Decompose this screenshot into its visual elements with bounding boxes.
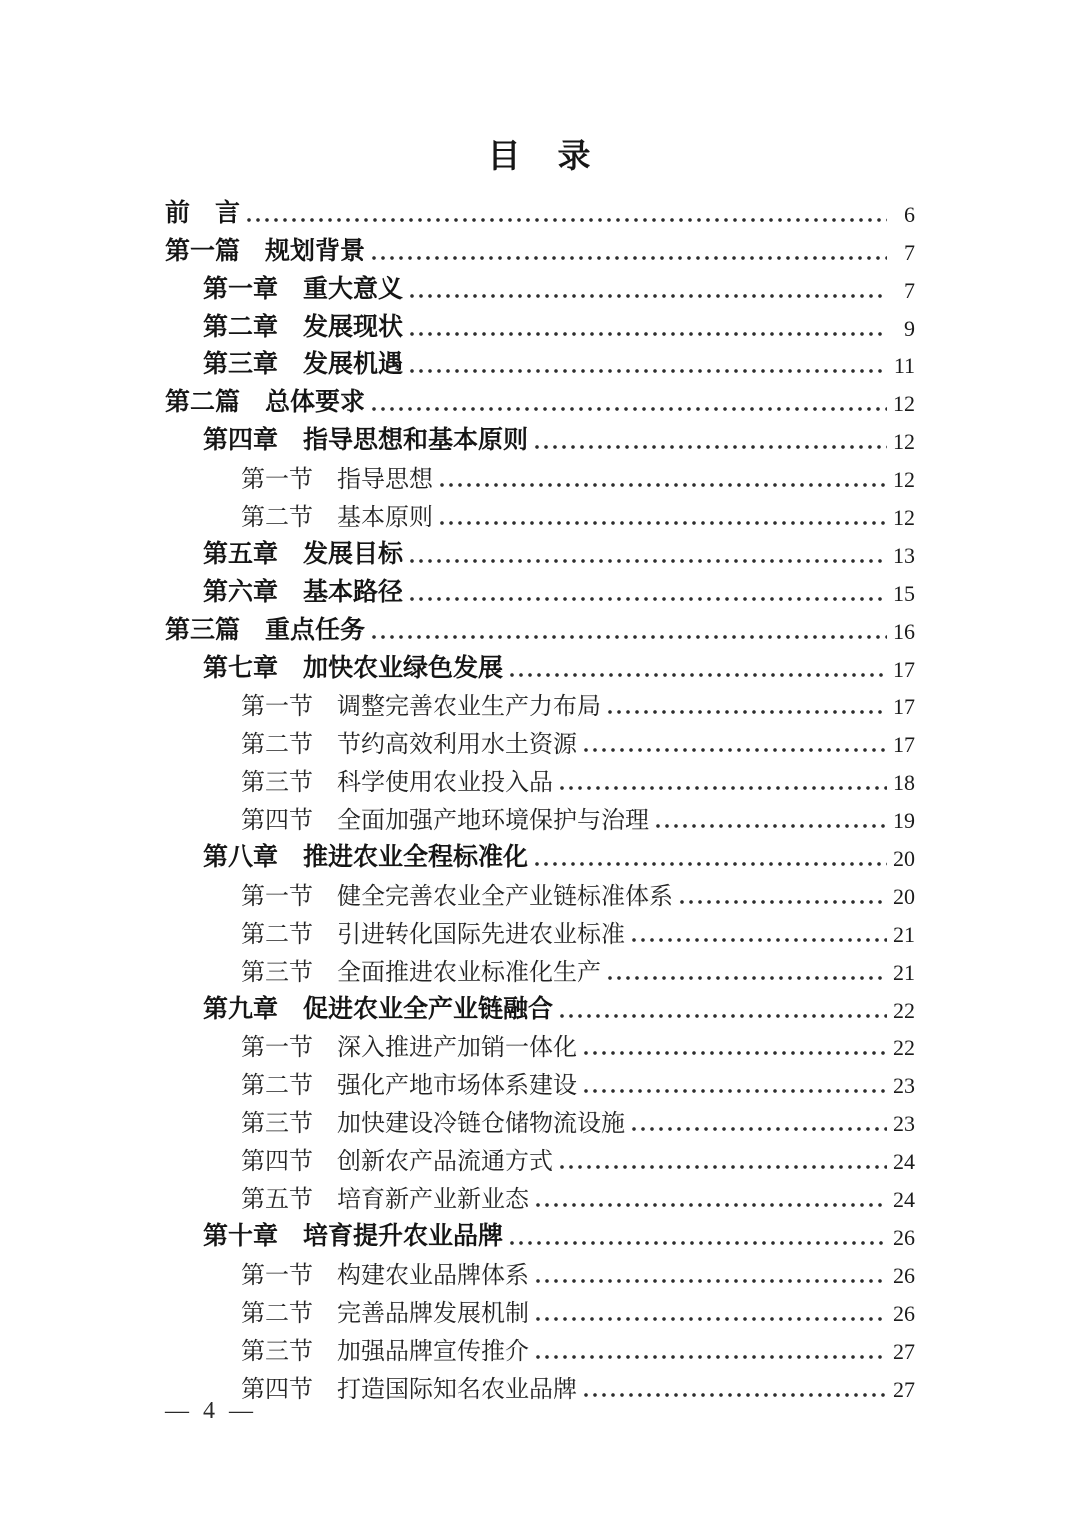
toc-entry — [241, 949, 915, 987]
toc-entry — [165, 608, 915, 646]
dot-leader — [560, 1164, 887, 1170]
toc-entry-page: 12 — [893, 467, 915, 493]
toc-entry-page: 16 — [893, 618, 915, 644]
toc-entry-page: 17 — [893, 732, 915, 758]
toc-entry-page: 12 — [893, 505, 915, 531]
dot-leader — [536, 1354, 887, 1360]
toc-entry — [241, 721, 915, 759]
dot-leader — [440, 482, 887, 488]
dot-leader — [584, 747, 887, 753]
dot-leader — [410, 331, 887, 337]
toc-entry — [241, 494, 915, 532]
toc-entry-label: 第三节 全面推进农业标准化生产 — [241, 957, 601, 986]
toc-entry-label: 第二章 发展现状 — [203, 312, 404, 341]
toc-entry — [241, 911, 915, 949]
toc-list — [165, 191, 915, 1404]
dot-leader — [535, 444, 887, 450]
toc-entry-label: 第一节 指导思想 — [241, 465, 433, 494]
toc-entry-label: 第四节 创新农产品流通方式 — [241, 1147, 553, 1176]
dot-leader — [410, 558, 887, 564]
dot-leader — [372, 406, 887, 412]
dot-leader — [560, 785, 887, 791]
toc-entry-label: 第二节 强化产地市场体系建设 — [241, 1071, 577, 1100]
toc-entry — [203, 835, 915, 873]
toc-entry — [203, 987, 915, 1025]
toc-entry — [203, 343, 915, 381]
dot-leader — [535, 861, 887, 867]
toc-entry — [241, 1328, 915, 1366]
toc-entry — [241, 1366, 915, 1404]
toc-entry — [241, 1025, 915, 1063]
toc-entry — [203, 532, 915, 570]
page-number: — 4 — — [165, 1398, 257, 1424]
toc-entry-page: 6 — [904, 201, 915, 227]
page-title: 目 录 — [487, 137, 593, 174]
toc-entry-page: 17 — [893, 656, 915, 682]
toc-entry — [165, 380, 915, 418]
toc-entry-page: 9 — [904, 315, 915, 341]
dot-leader — [536, 1202, 887, 1208]
toc-entry-page: 13 — [893, 542, 915, 568]
dot-leader — [536, 1316, 887, 1322]
toc-entry-label: 第一节 健全完善农业全产业链标准体系 — [241, 881, 673, 910]
toc-entry-label: 第一篇 规划背景 — [165, 236, 366, 265]
toc-entry-label: 第六章 基本路径 — [203, 577, 404, 606]
dot-leader — [510, 672, 887, 678]
toc-entry — [241, 1290, 915, 1328]
toc-entry-label: 第二节 基本原则 — [241, 503, 433, 532]
toc-entry — [203, 305, 915, 343]
dot-leader — [372, 634, 887, 640]
dot-leader — [584, 1050, 887, 1056]
toc-entry-label: 第三节 科学使用农业投入品 — [241, 768, 553, 797]
toc-entry-page: 27 — [893, 1376, 915, 1402]
toc-entry — [165, 191, 915, 229]
toc-entry-page: 23 — [893, 1073, 915, 1099]
dot-leader — [536, 1278, 887, 1284]
toc-entry-label: 第七章 加快农业绿色发展 — [203, 653, 504, 682]
toc-entry-page: 21 — [893, 959, 915, 985]
toc-entry-label: 第二篇 总体要求 — [165, 388, 366, 417]
toc-entry-page: 26 — [893, 1262, 915, 1288]
toc-entry-page: 11 — [893, 353, 915, 379]
toc-entry-label: 前 言 — [165, 198, 241, 227]
dot-leader — [680, 899, 887, 905]
dot-leader — [608, 975, 887, 981]
toc-entry — [203, 267, 915, 305]
toc-entry-label: 第一节 深入推进产加销一体化 — [241, 1033, 577, 1062]
toc-entry-label: 第五章 发展目标 — [203, 539, 404, 568]
dot-leader — [410, 596, 887, 602]
dot-leader — [560, 1013, 887, 1019]
dot-leader — [440, 520, 887, 526]
toc-entry — [241, 759, 915, 797]
toc-entry — [241, 1062, 915, 1100]
toc-entry — [241, 873, 915, 911]
toc-entry-page: 23 — [893, 1111, 915, 1137]
toc-entry-page: 24 — [893, 1187, 915, 1213]
toc-entry-label: 第二节 完善品牌发展机制 — [241, 1298, 529, 1327]
toc-entry-page: 22 — [893, 997, 915, 1023]
toc-entry — [165, 229, 915, 267]
toc-entry-page: 19 — [893, 808, 915, 834]
toc-entry-page: 22 — [893, 1035, 915, 1061]
dot-leader — [608, 709, 887, 715]
toc-entry — [241, 1252, 915, 1290]
toc-entry-page: 12 — [893, 429, 915, 455]
toc-entry-page: 12 — [893, 391, 915, 417]
toc-entry-page: 7 — [904, 239, 915, 265]
toc-entry-label: 第二节 节约高效利用水土资源 — [241, 730, 577, 759]
toc-entry-page: 18 — [893, 770, 915, 796]
toc-entry-page: 15 — [893, 580, 915, 606]
toc-entry — [203, 418, 915, 456]
toc-entry — [241, 1176, 915, 1214]
toc-entry-label: 第四节 全面加强产地环境保护与治理 — [241, 806, 649, 835]
dot-leader — [656, 823, 887, 829]
toc-entry-page: 26 — [893, 1300, 915, 1326]
dot-leader — [372, 255, 887, 261]
toc-entry-page: 7 — [904, 277, 915, 303]
toc-entry — [241, 1100, 915, 1138]
toc-entry-label: 第三篇 重点任务 — [165, 615, 366, 644]
toc-entry — [203, 646, 915, 684]
toc-entry-label: 第一章 重大意义 — [203, 274, 404, 303]
dot-leader — [410, 293, 887, 299]
toc-entry-page: 20 — [893, 883, 915, 909]
toc-entry-label: 第四节 打造国际知名农业品牌 — [241, 1374, 577, 1403]
toc-entry-label: 第五节 培育新产业新业态 — [241, 1185, 529, 1214]
toc-entry-page: 27 — [893, 1338, 915, 1364]
toc-entry-label: 第一节 调整完善农业生产力布局 — [241, 692, 601, 721]
dot-leader — [410, 368, 887, 374]
toc-entry — [241, 456, 915, 494]
page-footer — [165, 1398, 257, 1425]
toc-entry-label: 第四章 指导思想和基本原则 — [203, 426, 529, 455]
toc-entry-label: 第十章 培育提升农业品牌 — [203, 1221, 504, 1250]
toc-entry-label: 第三章 发展机遇 — [203, 350, 404, 379]
toc-entry-page: 20 — [893, 846, 915, 872]
toc-entry-label: 第八章 推进农业全程标准化 — [203, 843, 529, 872]
dot-leader — [632, 1126, 887, 1132]
toc-entry-page: 17 — [893, 694, 915, 720]
toc-entry — [241, 797, 915, 835]
toc-entry — [203, 570, 915, 608]
dot-leader — [584, 1392, 887, 1398]
toc-entry — [241, 1138, 915, 1176]
toc-entry — [241, 684, 915, 722]
dot-leader — [584, 1088, 887, 1094]
toc-entry-label: 第二节 引进转化国际先进农业标准 — [241, 919, 625, 948]
dot-leader — [632, 937, 887, 943]
dot-leader — [247, 217, 887, 223]
toc-entry-page: 26 — [893, 1224, 915, 1250]
toc-entry — [203, 1214, 915, 1252]
toc-entry-label: 第九章 促进农业全产业链融合 — [203, 994, 554, 1023]
dot-leader — [510, 1240, 887, 1246]
toc-entry-label: 第三节 加强品牌宣传推介 — [241, 1336, 529, 1365]
toc-entry-label: 第三节 加快建设冷链仓储物流设施 — [241, 1109, 625, 1138]
toc-entry-label: 第一节 构建农业品牌体系 — [241, 1260, 529, 1289]
toc-entry-page: 24 — [893, 1149, 915, 1175]
toc-entry-page: 21 — [893, 921, 915, 947]
